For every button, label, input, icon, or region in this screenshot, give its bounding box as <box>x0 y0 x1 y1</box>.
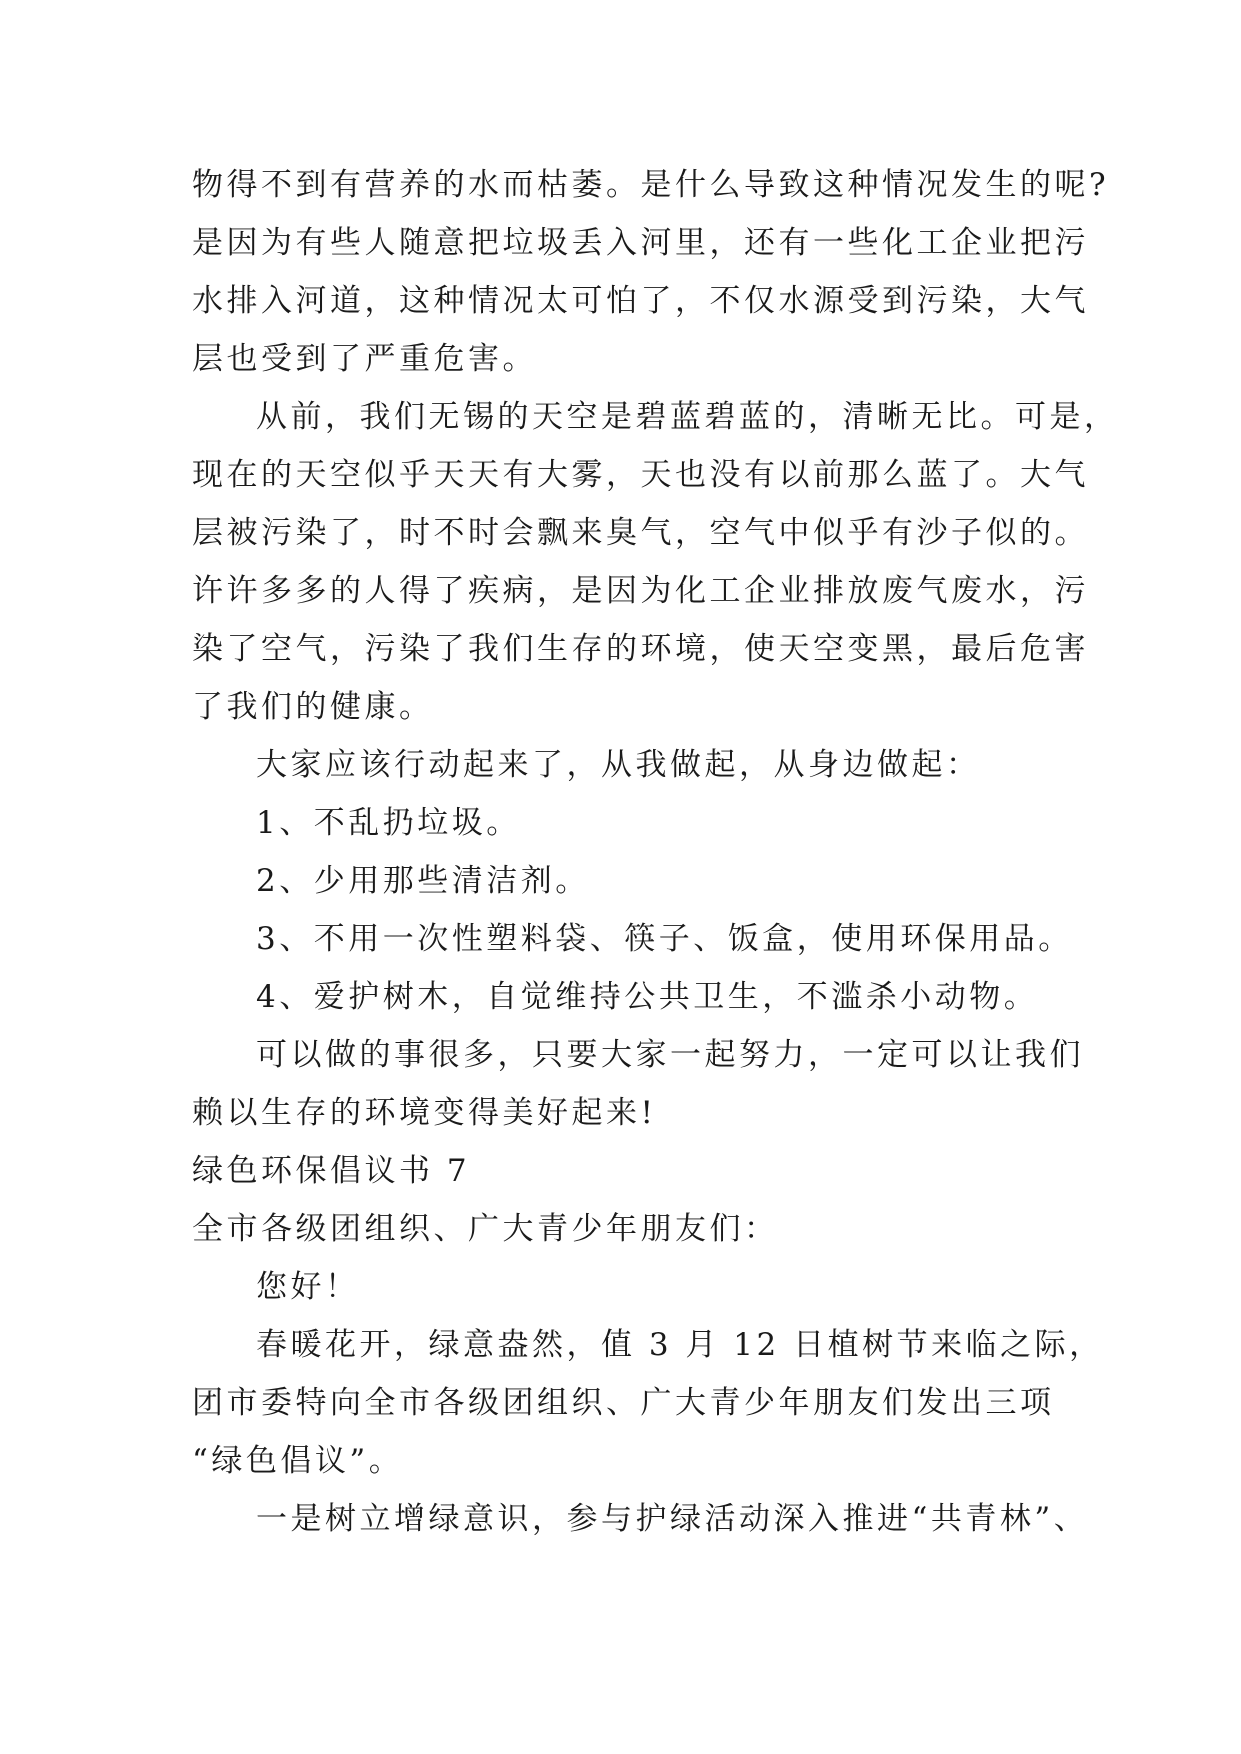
paragraph-line: 现在的天空似乎天天有大雾，天也没有以前那么蓝了。大气 <box>192 457 1089 493</box>
paragraph-line: 层被污染了，时不时会飘来臭气，空气中似乎有沙子似的。 <box>192 515 1089 551</box>
paragraph-line: 染了空气，污染了我们生存的环境，使天空变黑，最后危害 <box>192 631 1089 667</box>
greeting: 您好！ <box>256 1269 360 1305</box>
salutation: 全市各级团组织、广大青少年朋友们： <box>192 1211 779 1247</box>
paragraph-line: 水排入河道，这种情况太可怕了，不仅水源受到污染，大气 <box>192 283 1089 319</box>
list-item: 3、不用一次性塑料袋、筷子、饭盒，使用环保用品。 <box>256 921 1073 957</box>
list-item: 1、不乱扔垃圾。 <box>256 805 521 841</box>
paragraph-line: 从前，我们无锡的天空是碧蓝碧蓝的，清晰无比。可是， <box>256 399 1119 435</box>
paragraph-line: 一是树立增绿意识，参与护绿活动深入推进“共青林”、 <box>256 1501 1089 1537</box>
paragraph-line: 许许多多的人得了疾病，是因为化工企业排放废气废水，污 <box>192 573 1089 609</box>
paragraph-line: 大家应该行动起来了，从我做起，从身边做起： <box>256 747 981 783</box>
list-item: 4、爱护树木，自觉维持公共卫生，不滥杀小动物。 <box>256 979 1039 1015</box>
paragraph-line: 是因为有些人随意把垃圾丢入河里，还有一些化工企业把污 <box>192 225 1089 261</box>
paragraph-line: 赖以生存的环境变得美好起来! <box>192 1095 657 1131</box>
paragraph-line: 春暖花开，绿意盎然，值 3 月 12 日植树节来临之际， <box>256 1327 1104 1363</box>
paragraph-line: 了我们的健康。 <box>192 689 434 725</box>
paragraph-line: 物得不到有营养的水而枯萎。是什么导致这种情况发生的呢? <box>192 167 1110 203</box>
paragraph-line: 可以做的事很多，只要大家一起努力，一定可以让我们 <box>256 1037 1084 1073</box>
paragraph-line: 团市委特向全市各级团组织、广大青少年朋友们发出三项 <box>192 1385 1055 1421</box>
paragraph-line: “绿色倡议”。 <box>192 1443 404 1479</box>
list-item: 2、少用那些清洁剂。 <box>256 863 590 899</box>
paragraph-line: 层也受到了严重危害。 <box>192 341 537 377</box>
section-heading: 绿色环保倡议书 7 <box>192 1153 471 1189</box>
